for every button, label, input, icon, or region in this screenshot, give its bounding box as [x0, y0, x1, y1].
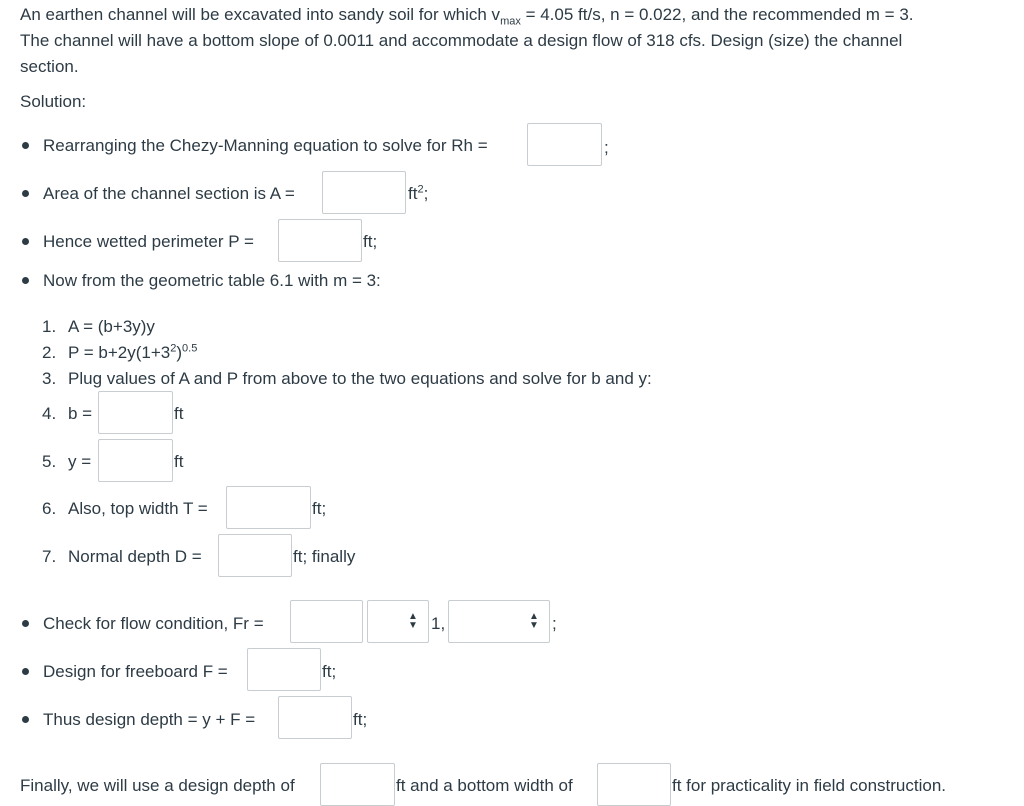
- perimeter-unit: ft;: [363, 232, 378, 251]
- bullet-dot: [22, 190, 29, 197]
- froude-label: Check for flow condition, Fr =: [43, 614, 264, 633]
- bullet-dot: [22, 668, 29, 675]
- step-2-text: $P = b+2y(1+3^2)^{0.5}$: [68, 342, 198, 362]
- flow-condition-select[interactable]: [448, 600, 550, 643]
- freeboard-label: Design for freeboard F =: [43, 662, 228, 681]
- step-5-number: 5.: [42, 452, 57, 471]
- freeboard-unit: ft;: [322, 662, 337, 681]
- y-unit: ft: [174, 452, 184, 471]
- step-2-number: 2.: [42, 343, 57, 362]
- rh-label: Rearranging the Chezy-Manning equation to solve for Rh =: [43, 136, 488, 155]
- b-unit: ft: [174, 404, 184, 423]
- bullet-dot: [22, 277, 29, 284]
- normal-depth-label: Normal depth D =: [68, 547, 202, 566]
- b-label: b =: [68, 404, 93, 423]
- y-label: y =: [68, 452, 92, 471]
- step-1-text: A = (b+3y)y: [68, 317, 155, 336]
- comparison-select[interactable]: [367, 600, 429, 643]
- step-1-number: 1.: [42, 317, 57, 336]
- bullet-dot: [22, 142, 29, 149]
- final-text-2: ft and a bottom width of: [396, 776, 573, 795]
- froude-after: ;: [552, 614, 557, 633]
- area-unit: $ft^2$;: [408, 183, 429, 203]
- y-input[interactable]: [98, 439, 173, 482]
- rh-input[interactable]: [527, 123, 602, 166]
- top-width-input[interactable]: [226, 486, 311, 529]
- geometric-table-label: Now from the geometric table 6.1 with m = 3:: [43, 271, 381, 290]
- bullet-dot: [22, 716, 29, 723]
- area-input[interactable]: [322, 171, 406, 214]
- normal-depth-input[interactable]: [218, 534, 292, 577]
- top-width-unit: ft;: [312, 499, 327, 518]
- b-input[interactable]: [98, 391, 173, 434]
- design-depth-input[interactable]: [278, 696, 352, 739]
- final-width-input[interactable]: [597, 763, 671, 806]
- bullet-dot: [22, 238, 29, 245]
- area-label: Area of the channel section is A =: [43, 184, 295, 203]
- bullet-dot: [22, 620, 29, 627]
- perimeter-label: Hence wetted perimeter P =: [43, 232, 254, 251]
- step-3-text: Plug values of A and P from above to the two equations and solve for b and y:: [68, 369, 652, 388]
- perimeter-input[interactable]: [278, 219, 362, 262]
- step-7-number: 7.: [42, 547, 57, 566]
- final-text-1: Finally, we will use a design depth of: [20, 776, 295, 795]
- problem-line-1: An earthen channel will be excavated into sandy soil for which $v_{max} = 4.05$ ft/s, n = 0.022, and the recommended m = 3.: [20, 5, 914, 28]
- froude-input[interactable]: [290, 600, 363, 643]
- final-depth-input[interactable]: [320, 763, 395, 806]
- final-text-3: ft for practicality in field construction.: [672, 776, 947, 795]
- solution-label: Solution:: [20, 92, 87, 111]
- up-down-arrow-icon: ▲ ▼: [408, 611, 418, 631]
- problem-line-3: section.: [20, 57, 79, 76]
- step-6-number: 6.: [42, 499, 57, 518]
- problem-line-2: The channel will have a bottom slope of 0.0011 and accommodate a design flow of 318 cfs. Design (size) the channel: [20, 31, 903, 50]
- step-3-number: 3.: [42, 369, 57, 388]
- rh-after: ;: [604, 138, 609, 157]
- design-depth-label: Thus design depth = y + F =: [43, 710, 256, 729]
- step-4-number: 4.: [42, 404, 57, 423]
- design-depth-unit: ft;: [353, 710, 368, 729]
- freeboard-input[interactable]: [247, 648, 321, 691]
- up-down-arrow-icon: ▲ ▼: [529, 611, 539, 631]
- normal-depth-unit: ft; finally: [293, 547, 356, 566]
- froude-mid-text: 1,: [431, 614, 446, 633]
- top-width-label: Also, top width T =: [68, 499, 208, 518]
